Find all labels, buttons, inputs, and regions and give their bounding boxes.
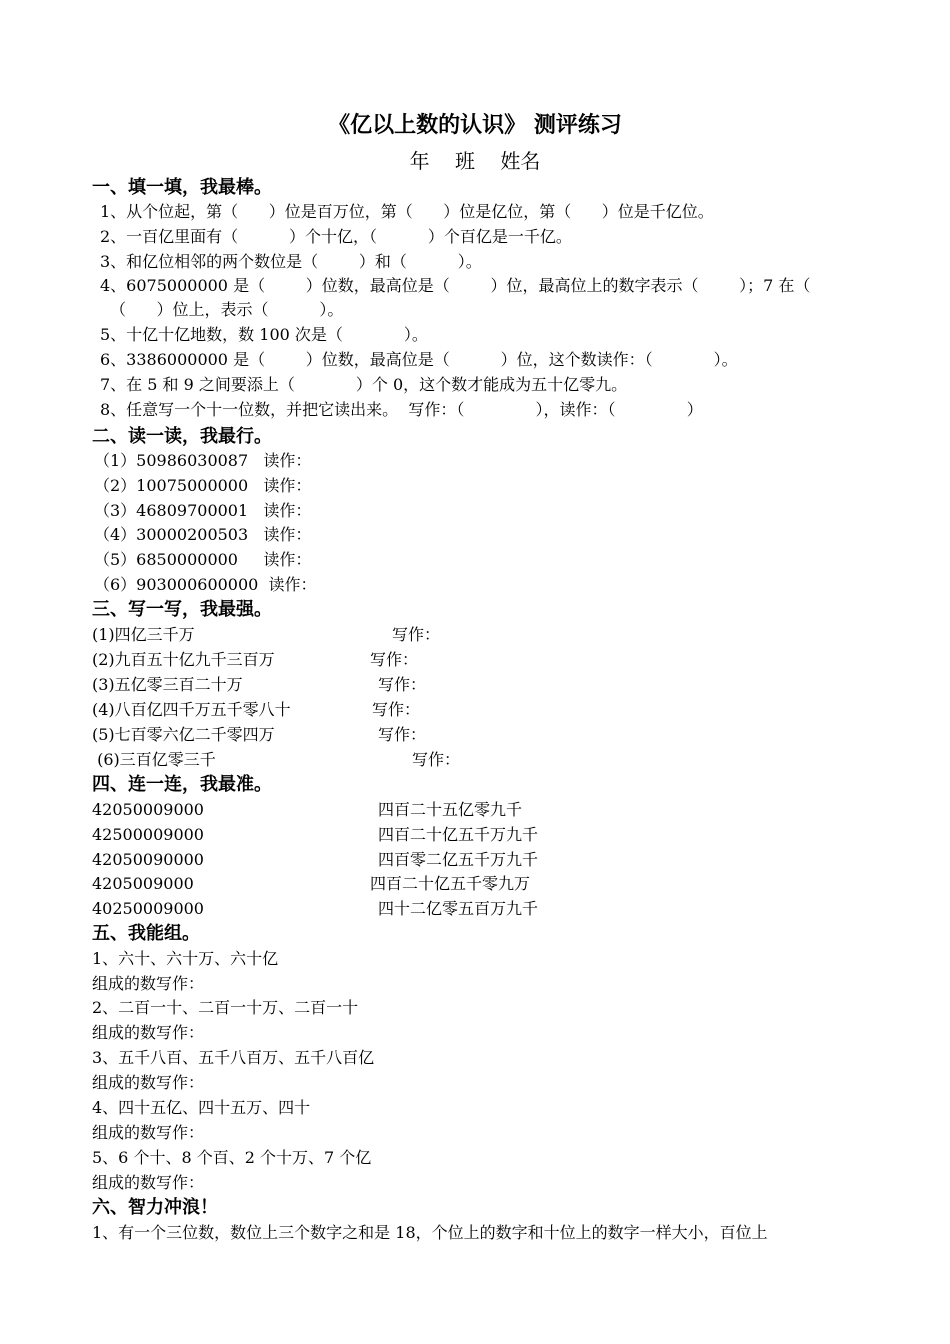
page-title: 《亿以上数的认识》 测评练习 bbox=[328, 113, 622, 138]
s5-answer-5: 组成的数写作： bbox=[92, 1173, 205, 1192]
s4-words-1: 四百二十五亿零九千 bbox=[378, 800, 523, 819]
s2-item-4: （4）30000200503 读作： bbox=[94, 525, 312, 544]
s3-item-3-write: 写作： bbox=[378, 675, 427, 694]
s1-item-1: 1、从个位起，第（ ）位是百万位，第（ ）位是亿位，第（ ）位是千亿位。 bbox=[100, 202, 714, 221]
s5-answer-4: 组成的数写作： bbox=[92, 1123, 205, 1142]
s4-number-2: 42500009000 bbox=[92, 825, 204, 844]
s3-item-4: (4)八百亿四千万五千零八十 bbox=[92, 700, 291, 719]
s6-item-1: 1、有一个三位数，数位上三个数字之和是 18，个位上的数字和十位上的数字一样大小，百位上 bbox=[92, 1223, 768, 1242]
section-3-heading: 三、写一写，我最强。 bbox=[92, 599, 272, 620]
s4-number-5: 40250009000 bbox=[92, 899, 204, 918]
s1-item-3: 3、和亿位相邻的两个数位是（ ）和（ ）。 bbox=[100, 252, 482, 271]
s5-item-5: 5、6 个十、8 个百、2 个十万、7 个亿 bbox=[92, 1148, 372, 1167]
section-1-heading: 一、填一填，我最棒。 bbox=[92, 177, 272, 198]
s1-item-8: 8、任意写一个十一位数，并把它读出来。 写作：（ ），读作：（ ） bbox=[100, 400, 703, 419]
s4-number-4: 4205009000 bbox=[92, 874, 194, 893]
s5-answer-3: 组成的数写作： bbox=[92, 1073, 205, 1092]
s3-item-2: (2)九百五十亿九千三百万 bbox=[92, 650, 275, 669]
s3-item-5-write: 写作： bbox=[378, 725, 427, 744]
s2-item-6: （6）903000600000 读作： bbox=[94, 575, 317, 594]
s5-answer-2: 组成的数写作： bbox=[92, 1023, 205, 1042]
s3-item-1-write: 写作： bbox=[392, 625, 441, 644]
s5-answer-1: 组成的数写作： bbox=[92, 974, 205, 993]
s1-item-5: 5、十亿十亿地数，数 100 次是（ ）。 bbox=[100, 325, 428, 344]
s3-item-2-write: 写作： bbox=[370, 650, 419, 669]
s3-item-5: (5)七百零六亿二千零四万 bbox=[92, 725, 275, 744]
student-info-line: 年 班 姓名 bbox=[409, 149, 541, 173]
s2-item-2: （2）10075000000 读作： bbox=[94, 476, 312, 495]
s2-item-3: （3）46809700001 读作： bbox=[94, 501, 312, 520]
s2-item-5: （5）6850000000 读作： bbox=[94, 550, 312, 569]
s1-item-6: 6、3386000000 是（ ）位数，最高位是（ ）位，这个数读作：（ ）。 bbox=[100, 350, 738, 369]
s1-item-4: 4、6075000000 是（ ）位数，最高位是（ ）位，最高位上的数字表示（ ）；7 在（ bbox=[100, 276, 811, 295]
s5-item-3: 3、五千八百、五千八百万、五千八百亿 bbox=[92, 1048, 375, 1067]
s4-words-2: 四百二十亿五千万九千 bbox=[378, 825, 539, 844]
section-2-heading: 二、读一读，我最行。 bbox=[92, 426, 272, 447]
s4-number-1: 42050009000 bbox=[92, 800, 204, 819]
section-4-heading: 四、连一连，我最准。 bbox=[92, 774, 272, 795]
s5-item-2: 2、二百一十、二百一十万、二百一十 bbox=[92, 998, 359, 1017]
s4-words-5: 四十二亿零五百万九千 bbox=[378, 899, 539, 918]
s3-item-1: (1)四亿三千万 bbox=[92, 625, 195, 644]
s5-item-1: 1、六十、六十万、六十亿 bbox=[92, 949, 279, 968]
s3-item-4-write: 写作： bbox=[372, 700, 421, 719]
section-5-heading: 五、我能组。 bbox=[92, 923, 200, 944]
s2-item-1: （1）50986030087 读作： bbox=[94, 451, 312, 470]
s4-number-3: 42050090000 bbox=[92, 850, 204, 869]
section-6-heading: 六、智力冲浪！ bbox=[92, 1197, 218, 1218]
s1-item-2: 2、一百亿里面有（ ）个十亿，（ ）个百亿是一千亿。 bbox=[100, 227, 572, 246]
s5-item-4: 4、四十五亿、四十五万、四十 bbox=[92, 1098, 311, 1117]
s3-item-3: (3)五亿零三百二十万 bbox=[92, 675, 243, 694]
s1-item-4-cont: （ ）位上，表示（ ）。 bbox=[110, 300, 344, 319]
s3-item-6-write: 写作： bbox=[412, 750, 461, 769]
s1-item-7: 7、在 5 和 9 之间要添上（ ）个 0，这个数才能成为五十亿零九。 bbox=[100, 375, 628, 394]
s4-words-3: 四百零二亿五千万九千 bbox=[378, 850, 539, 869]
s3-item-6: (6)三百亿零三千 bbox=[92, 750, 216, 769]
s4-words-4: 四百二十亿五千零九万 bbox=[370, 874, 531, 893]
